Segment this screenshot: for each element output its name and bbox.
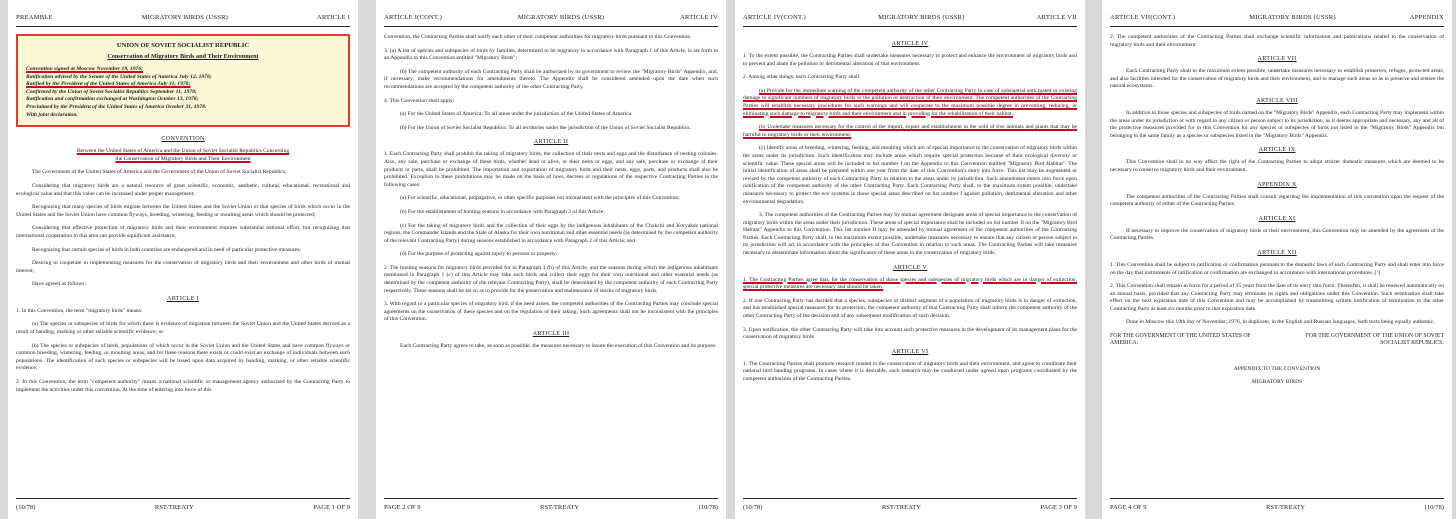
page-footer — [16, 498, 350, 511]
header-right: ARTICLE I — [316, 14, 350, 21]
box-line: Ratification and confirmation exchanged at Washington October 13, 1978; — [26, 96, 199, 103]
page-body — [16, 34, 350, 493]
signature-block — [1110, 333, 1444, 348]
header-center: MIGRATORY BIRDS (USSR) — [517, 14, 605, 21]
paragraph: 2. This Convention shall remain in force for a period of 15 years from the date of its entry into force. Thereafter, it shall be renewed automatically on an annual basis, provided that any Contracting Party may terminate its rights and obligations under this Convention. Such termination shall take effect on the next expiration date of this Convention and may be accomplished by transmitting written notification of termination to the other Contracting Party at least six months prior to that expiration date. — [1110, 283, 1444, 312]
article-heading: ARTICLE I — [166, 294, 200, 302]
paragraph: 3. The competent authorities of the Contracting Parties may by mutual agreement designate areas of special importance to the conservation of migratory birds within the areas under their jurisdiction. These areas of special importance shall be included on list number II on the "Migratory Bird Habitat" Appendix to this Convention. This list number II may be amended by mutual agreement of the competent authorities of the Contracting Parties. Each Contracting Party shall, to the maximum extent possible, undertake measures necessary to ensure that any citizen or person subject to its jurisdiction will act in accordance with the principles of this Convention in relation to such areas. The Contracting Parties will take measures necessary to disseminate information about the significance of these areas to the conservation of migratory birds. — [743, 212, 1077, 257]
paragraph: (b) The competent authority of each Contracting Party shall be authorized by its government to review the "Migratory Birds" Appendix, and, if necessary, make recommendations for amendments thereto. The Appendix shall be considered amended upon the date when such recommendations are accepted by the competent authority of the other Contracting Party. — [384, 68, 718, 90]
signature-left: FOR THE GOVERNMENT OF THE UNITED STATES OF AMERICA: — [1110, 333, 1251, 347]
box-title: UNION OF SOVIET SOCIALIST REPUBLIC — [116, 42, 250, 49]
page-4 — [1102, 0, 1452, 519]
paragraph: (b) For the establishment of hunting seasons in accordance with Paragraph 2 of this Article; — [400, 208, 605, 215]
header-left: ARTICLE I(CONT.) — [384, 14, 442, 21]
header-center: MIGRATORY BIRDS (USSR) — [878, 14, 965, 21]
footer-left: (10/78) — [743, 504, 763, 511]
paragraph: (b) For the Union of Soviet Socialist Republics: To all territories under the jurisdiction of the Union of Soviet Socialist Republics. — [400, 124, 691, 131]
paragraph: (c) Identify areas of breeding, wintering, feeding, and moulting which are of special importance to the conservation of migratory birds within the areas under its jurisdiction. Such identification may include areas which require special protection because of their ecological diversity or scientific value. These special areas will be included in list number I on the Appendix to this Convention entitled "Migratory Bird Habitat". The initial identification of areas shall be prepared within one year from the date of this Convention's entry into force. This list may be augmented or revised by the competent authority of each Contracting Party in relation to the areas under its jurisdiction. Such amendment enters into force upon notification of the competent authority of the other Contracting Party. Each Contracting Party shall, to the maximum extent possible, undertake measures necessary to protect the eco systems in those special areas described on list number I against pollution, detrimental alteration and other environmental degradation. — [743, 145, 1077, 205]
paragraph: 2. The hunting seasons for migratory birds provided for in Paragraph 1 (b) of this Article, and the seasons during which the indigenous inhabitants mentioned in Paragraph 1 (c) of this Article may take such birds and collect their eggs for their own nutritional and other essential needs (as determined by the competent authority of the relevant Contracting Party), shall be determined by the competent authority of each Contracting Party respectively. These seasons shall be set so as to provide for the preservation and maintenance of stocks of migratory birds. — [384, 264, 718, 294]
paragraph: (b) The species or subspecies of birds, populations of which occur in the Soviet Union and the United States and have common flyways or common breeding, wintering, feeding, or moulting areas, and for these reasons there exists or could exist an exchange of individuals between such populations. The identification of such species or subspecies will be based upon data acquired by banding, marking, or other reliable scientific evidence; — [16, 342, 350, 372]
paragraph: 2. The competent authorities of the Contracting Parties shall exchange scientific information and publications related to the conservation of migratory birds and their environment. — [1110, 34, 1444, 48]
page-body — [1110, 34, 1444, 493]
box-subtitle: Conservation of Migratory Birds and Their Environment — [107, 53, 259, 60]
article-heading: ARTICLE XI — [1258, 214, 1296, 222]
page-header — [16, 14, 350, 27]
paragraph: (a) For the United States of America: To all areas under the jurisdiction of the United States of America. — [400, 111, 633, 118]
paragraph: (a) The species or subspecies of birds for which there is evidence of migration between the Soviet Union and the United States derived as a result of banding, marking or other reliable scientific evidence; or — [16, 321, 350, 336]
article-heading: ARTICLE VI — [891, 347, 929, 355]
highlighted-citation-box — [16, 34, 350, 127]
page-header — [743, 14, 1077, 27]
footer-center: RST/TREATY — [881, 504, 922, 511]
appendix-subtitle: MIGRATORY BIRDS — [1251, 379, 1303, 386]
signature-right: FOR THE GOVERNMENT OF THE UNION OF SOVIET SOCIALIST REPUBLICS: — [1305, 333, 1444, 347]
paragraph: Each Contracting Party shall to the maximum extent possible, undertake measures necessary to establish preserves, refuges, protected areas, and also facilities intended for the conservation of migratory birds and their environment, and to manage such areas so as to preserve and restore the natural ecosystems. — [1110, 68, 1444, 90]
paragraph: Recognizing that certain species of birds in both countries are endangered and in need of particular protective measures; — [32, 246, 301, 253]
header-left: PREAMBLE — [16, 14, 53, 21]
highlighted-paragraph: (b) Undertake measures necessary for the control of the import, export and establishment in the wild of live animals and plants that may be harmful to migratory birds or their environment. — [743, 124, 1077, 138]
paragraph: 3. Upon notification, the other Contracting Party will take into account such protective measures in the development of its management plans for the conservation of migratory birds. — [743, 326, 1077, 341]
article-heading: ARTICLE VIII — [1256, 96, 1298, 104]
paragraph: Considering that migratory birds are a natural resource of great scientific, economic, aesthetic, cultural, educational, recreational and ecological value and that this value can be increased under proper management; — [16, 182, 350, 197]
paragraph: 1. This Convention shall be subject to ratification or confirmation pursuant to the domestic laws of each Contracting Party and shall enter into force on the day that instruments of ratification or confirmation are exchanged in accordance with international procedures. [¹] — [1110, 261, 1444, 276]
header-left: ARTICLE IV(CONT.) — [743, 14, 806, 21]
paragraph: (c) For the taking of migratory birds and the collection of their eggs by the indigenous inhabitants of the Chukchi and Koryaksk national regions, the Commander Islands and the State of Alaska for their own nutritional and other essential needs (as determined by the competent authority of the relevant Contracting Party) during seasons established in accordance with Paragraph 2 of this Article; and — [384, 222, 718, 244]
highlighted-paragraph: 1. The Contracting Parties agree that, for the conservation of those species and subspecies of migratory birds which are in danger of extinction, special protective measures are necessary and should be taken. — [743, 276, 1077, 291]
paragraph: 3. With regard to a particular species of migratory bird, if the need arises, the competent authorities of the Contracting Parties may conclude special agreements on the conservation of these species and on the regulation of their taking. Such agreements shall not be inconsistent with the principles of this Convention. — [384, 301, 718, 323]
paragraph: 3. (a) A list of species and subspecies of birds by families, determined to be migratory in accordance with Paragraph 1 of this Article, is set forth in an Appendix to this Convention entitled "Migratory Birds"; — [384, 47, 718, 62]
header-right: ARTICLE VII — [1036, 14, 1077, 21]
paragraph: 2. If one Contracting Party has decided that a species, subspecies or distinct segment of a population of migratory birds is in danger of extinction, and has established special measures for its protection, the competent authority of that Contracting Party shall inform the competent authority of the other Contracting Party of the decision and of any subsequent modification of such decision. — [743, 297, 1077, 320]
paragraph: 1. The Contracting Parties shall promote research related to the conservation of migratory birds and their environment, and agree to coordinate their national bird banding programs. In cases where it is desirable, such research may be conducted under agreed upon programs coordinated by the competent authorities of the Contracting Parties. — [743, 360, 1077, 382]
highlighted-paragraph: (a) Provide for the immediate warning of the competent authority of the other Contracting Party in case of substantial anticipated or existing damage to significant numbers of migratory birds or the pollution or destruction of their environment. The competent authorities of the Contracting Parties will establish necessary procedures for such warnings and will cooperate to the maximum possible degree in preventing, reducing, or eliminating such damage to migratory birds and their environment and in providing for the rehabilitation of their habitat. — [743, 87, 1077, 117]
page-header — [1110, 14, 1444, 27]
paragraph: If necessary to improve the conservation of migratory birds or their environment, this Convention may be amended by the agreement of the Contracting Parties. — [1110, 227, 1444, 242]
paragraph: Considering that effective protection of migratory birds and their environment requires substantial national effort, but recognizing that international cooperation in this area can provide significant assistance; — [16, 225, 350, 239]
footer-center: RST/TREATY — [539, 504, 580, 511]
box-line: Ratified by the President of the United States of America July 31, 1978; — [26, 81, 191, 88]
header-center: MIGRATORY BIRDS (USSR) — [1249, 14, 1336, 21]
page-footer — [743, 498, 1077, 511]
paragraph: 1. In this Convention, the term "migratory birds" means: — [16, 307, 143, 314]
article-heading: ARTICLE IV — [891, 40, 929, 47]
paragraph: The Government of the United States of America and the Government of the Union of Soviet Socialist Republics, — [32, 169, 287, 176]
page-footer — [1110, 498, 1444, 511]
page-body — [384, 34, 718, 493]
box-line: With joint declaration. — [26, 111, 78, 118]
paragraph: 1. To the extent possible, the Contracting Parties shall undertake measures necessary to protect and enhance the environment of migratory birds and to prevent and abate the pollution or detrimental alteration of that environment. — [743, 53, 1077, 67]
paragraph: The competent authorities of the Contracting Parties shall consult regarding the implementation of this convention upon the request of the competent authority of either of the Contracting Parties. — [1110, 193, 1444, 208]
convention-title: Between the United States of America and the Union of Soviet Socialist Republics Concerning the Conservation of Migratory Birds and Their Environment — [76, 148, 290, 162]
paragraph: 1. Each Contracting Party shall prohibit the taking of migratory birds, the collection of their nests and eggs and the disturbance of nesting colonies. Also, any sale, purchase or exchange of these birds, whether dead or alive, or their nests or eggs, and any sale, purchase or exchange of their products or parts, shall be prohibited. The importation and exportation of migratory birds and their nests, eggs, parts, and products shall also be prohibited. Exception to these prohibitions may be made on the basis of laws, decrees or regulations of the respective Contracting Parties in the following cases: — [384, 151, 718, 188]
paragraph: Desiring to cooperate in implementing measures for the conservation of migratory birds and their environment and other birds of mutual interest; — [16, 260, 350, 274]
paragraph: (d) For the purpose of protecting against injury to persons or property. — [400, 251, 557, 258]
appendix-title: APPENDIX TO THE CONVENTION — [1233, 365, 1321, 372]
footer-right: PAGE 3 OF 9 — [1040, 504, 1077, 511]
page-3 — [735, 0, 1085, 519]
paragraph: Have agreed as follows: — [32, 281, 86, 288]
footer-left: (10/78) — [16, 504, 36, 511]
page-1 — [8, 0, 358, 519]
header-right: ARTICLE IV — [679, 14, 718, 21]
section-heading: CONVENTION — [161, 135, 205, 143]
paragraph: Each Contracting Party agrees to take, as soon as possible, the measures necessary to insure the execution of this Convention and its purpose. — [400, 343, 717, 350]
paragraph: Recognizing that many species of birds migrate between the United States and the Soviet Union or that species of birds which occur in the United States and the Soviet Union have common flyways, breeding, wintering, feeding or moulting areas which should be protected; — [16, 204, 350, 218]
article-heading: ARTICLE III — [532, 330, 570, 338]
paragraph: 2. In this Convention, the term "competent authority" means a national scientific or management agency authorized by the Contracting Party to implement the activities under this convention. At the time of entering into force of this — [16, 379, 350, 393]
paragraph: Done in Moscow this 19th day of November, 1976, in duplicate, in the English and Russian languages, both texts being equally authentic. — [1126, 319, 1435, 326]
article-heading: ARTICLE IX — [1258, 146, 1296, 154]
paragraph: (a) For scientific, educational, propagative, or other specific purposes not inconsistent with the principles of this Convention; — [400, 195, 680, 202]
box-line: Ratification advised by the Senate of the United States of America July 12, 1978; — [26, 73, 212, 80]
footer-right: (10/78) — [1424, 504, 1444, 511]
box-line: Convention signed at Moscow November 19, 1976; — [26, 66, 144, 72]
article-heading: ARTICLE VII — [1257, 55, 1297, 63]
box-line: Confirmed by the Union of Soviet Socialist Republics September 11, 1978; — [26, 88, 197, 95]
article-heading: APPENDIX X — [1257, 180, 1297, 188]
footer-right: PAGE 1 OF 9 — [313, 504, 350, 511]
header-left: ARTICLE VII(CONT.) — [1110, 14, 1176, 21]
paragraph: 4. This Convention shall apply: — [384, 97, 455, 104]
article-heading: ARTICLE V — [892, 263, 928, 271]
footer-left: PAGE 2 OF 9 — [384, 504, 421, 511]
paragraph: This Convention shall in no way affect the right of the Contracting Parties to adopt stricter domestic measures which are deemed to be necessary to conserve migratory birds and their environment. — [1110, 159, 1444, 173]
page-footer — [384, 498, 718, 511]
article-heading: ARTICLE II — [533, 138, 569, 146]
paragraph: 2. Among other things, each Contracting Party shall: — [743, 74, 861, 81]
page-header — [384, 14, 718, 27]
page-body — [743, 34, 1077, 493]
header-center: MIGRATORY BIRDS (USSR) — [141, 14, 229, 21]
article-heading: ARTICLE XII — [1257, 248, 1297, 256]
footer-right: (10/78) — [698, 504, 718, 511]
footer-center: RST/TREATY — [1265, 504, 1306, 511]
page-2 — [376, 0, 726, 519]
footer-center: RST/TREATY — [154, 504, 195, 511]
box-line: Proclaimed by the President of the United States of America October 31, 1978. — [26, 103, 207, 110]
paragraph: In addition to those species and subspecies of birds named on the "Migratory Birds" Appendix, each Contracting Party may implement within the areas under its jurisdiction or with regard to any citizen or person subject to its jurisdiction, as it deems appropriate and necessary, any and all of the protective measures provided for in this Convention for any species or subspecies of birds not listed in the "Migratory Birds" Appendix but belonging to the same family as a species or subspecies listed in the "Migratory Birds" Appendix. — [1110, 109, 1444, 139]
header-right: APPENDIX — [1409, 14, 1444, 21]
paragraph: Convention, the Contracting Parties shall notify each other of their competent authorities for migratory birds pursuant to this Convention. — [384, 34, 692, 40]
footer-left: PAGE 4 OF 9 — [1110, 504, 1147, 511]
